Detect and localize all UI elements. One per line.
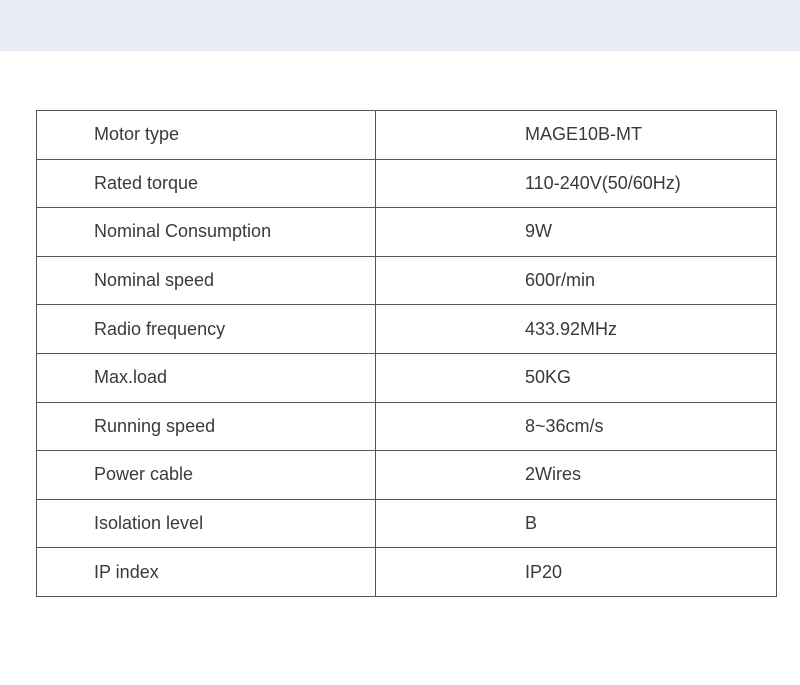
table-row [37,159,777,208]
table-row [37,208,777,257]
spec-value: 8~36cm/s [376,402,777,451]
spec-label: Motor type [37,111,376,160]
spec-label: Nominal speed [37,256,376,305]
spec-label: Isolation level [37,499,376,548]
spec-table [36,110,777,597]
table-row [37,305,777,354]
table-row [37,111,777,160]
spec-label: Rated torque [37,159,376,208]
spec-label: Max.load [37,353,376,402]
table-row [37,499,777,548]
spec-value: B [376,499,777,548]
table-row [37,256,777,305]
table-row [37,548,777,597]
spec-value: 110-240V(50/60Hz) [376,159,777,208]
spec-value: IP20 [376,548,777,597]
table-row [37,353,777,402]
spec-value: 600r/min [376,256,777,305]
spec-label: Power cable [37,451,376,500]
spec-value: 50KG [376,353,777,402]
table-row [37,451,777,500]
spec-value: MAGE10B-MT [376,111,777,160]
spec-label: Running speed [37,402,376,451]
spec-value: 433.92MHz [376,305,777,354]
spec-value: 9W [376,208,777,257]
spec-label: IP index [37,548,376,597]
spec-label: Nominal Consumption [37,208,376,257]
table-row [37,402,777,451]
spec-value: 2Wires [376,451,777,500]
header-band [0,0,800,51]
spec-label: Radio frequency [37,305,376,354]
